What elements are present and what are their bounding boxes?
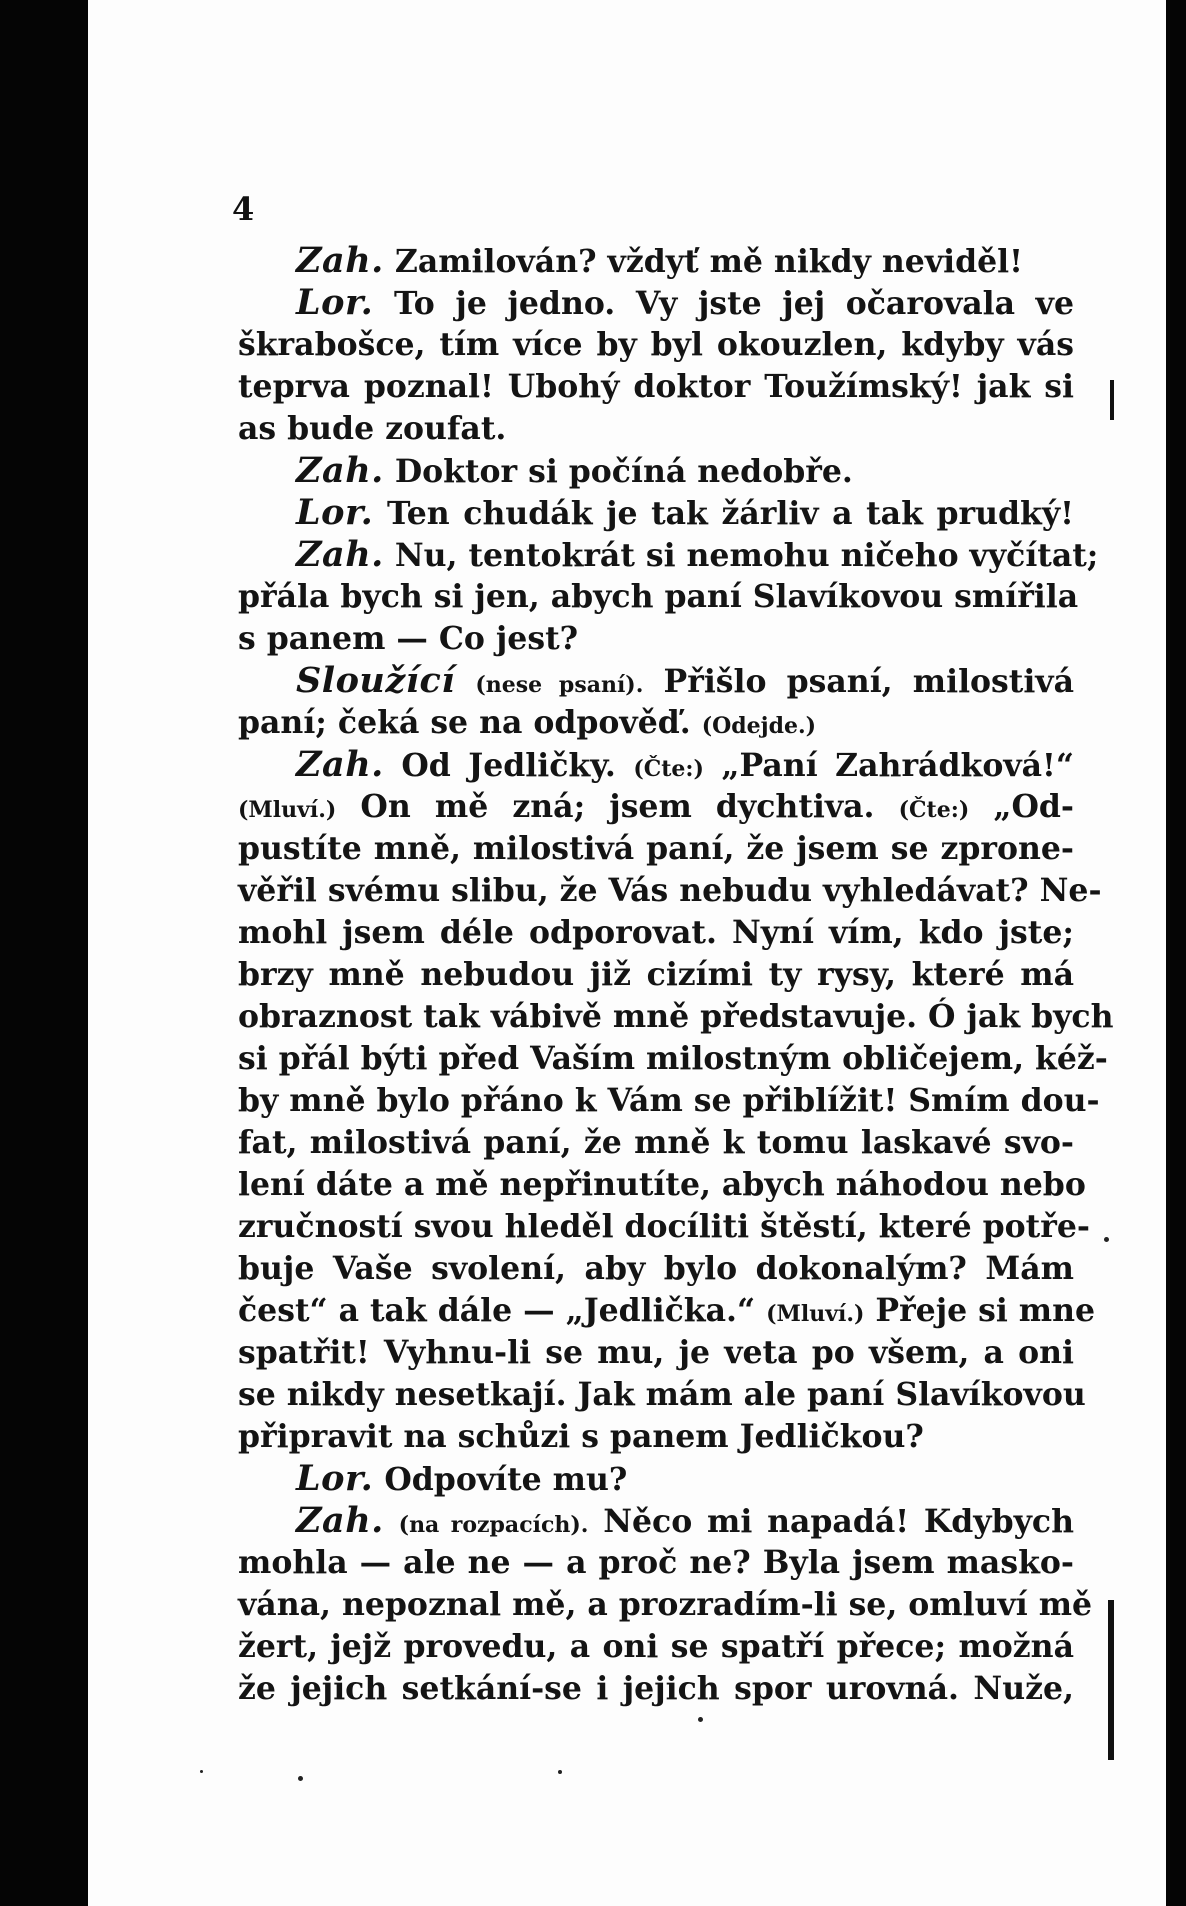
speaker-name: Zah. [296, 744, 384, 785]
text-line [238, 408, 1074, 450]
dialogue-text: lení dáte a mě nepřinutíte, abych náhodou nebo [238, 1166, 1086, 1203]
dialogue-text [384, 1503, 399, 1540]
text-line [238, 324, 1074, 366]
text-line [238, 828, 1074, 870]
text-line [238, 786, 1074, 828]
dialogue-text: Zamilován? vždyť mě nikdy neviděl! [383, 243, 1023, 280]
dialogue-text: čest“ a tak dále — „Jedlička.“ [238, 1292, 767, 1329]
dialogue-text: že jejich setkání-se i jejich spor urovná. Nuže, [238, 1670, 1074, 1707]
dialogue-text: spatřit! Vyhnu-li se mu, je veta po všem, a oni [238, 1334, 1074, 1371]
dialogue-text: teprva poznal! Ubohý doktor Toužímský! jak si [238, 368, 1074, 405]
dialogue-text: To je jedno. Vy jste jej očarovala ve [373, 285, 1074, 322]
stage-direction: (na rozpacích). [398, 1512, 589, 1538]
dialogue-text: brzy mně nebudou již cizími ty rysy, které má [238, 956, 1074, 993]
text-line [238, 744, 1074, 786]
dialogue-text [455, 663, 475, 700]
stage-direction: (Čte:) [898, 797, 970, 823]
text-line [238, 366, 1074, 408]
scan-edge-mark [1110, 380, 1114, 420]
stage-direction: (Mluví.) [238, 797, 337, 823]
dialogue-text: On mě zná; jsem dychtiva. [336, 788, 899, 825]
dialogue-text: mohla — ale ne — a proč ne? Byla jsem masko- [238, 1544, 1074, 1581]
dialogue-text: mohl jsem déle odporovat. Nyní vím, kdo jste; [238, 914, 1074, 951]
dialogue-text: buje Vaše svolení, aby bylo dokonalým? Mám [238, 1250, 1074, 1287]
page-text [238, 240, 1114, 1710]
speaker-name: Zah. [296, 534, 384, 575]
dialogue-text: připravit na schůzi s panem Jedličkou? [238, 1418, 924, 1455]
text-line [238, 450, 1074, 492]
text-line [238, 492, 1074, 534]
text-line [238, 1122, 1074, 1164]
dialogue-text: „Od- [969, 788, 1074, 825]
text-line [238, 954, 1074, 996]
scan-edge-mark [1108, 1600, 1114, 1760]
dialogue-text: Přišlo psaní, milostivá [643, 663, 1075, 700]
scan-speck [1104, 1237, 1109, 1242]
dialogue-text: se nikdy nesetkají. Jak mám ale paní Slavíkovou [238, 1376, 1086, 1413]
text-line [238, 618, 1074, 660]
dialogue-text: s panem — Co jest? [238, 620, 579, 657]
text-line [238, 870, 1102, 912]
speaker-name: Zah. [296, 1500, 384, 1541]
text-line [238, 702, 1074, 744]
text-line [238, 1080, 1100, 1122]
scan-speck [200, 1770, 203, 1773]
dialogue-text: by mně bylo přáno k Vám se přiblížit! Smím dou- [238, 1082, 1100, 1119]
dialogue-text: as bude zoufat. [238, 410, 507, 447]
dialogue-text: Doktor si počíná nedobře. [383, 453, 853, 490]
text-line [238, 1206, 1090, 1248]
dialogue-text: Něco mi napadá! Kdybych [588, 1503, 1074, 1540]
dialogue-text: věřil svému slibu, že Vás nebudu vyhledávat? Ne- [238, 872, 1102, 909]
dialogue-text: paní; čeká se na odpověď. [238, 704, 702, 741]
speaker-name: Lor. [296, 282, 374, 323]
dialogue-text: vána, nepoznal mě, a prozradím-li se, omluví mě [238, 1586, 1093, 1623]
scan-speck [298, 1776, 303, 1781]
dialogue-text: Od Jedličky. [383, 747, 634, 784]
scan-left-border [0, 0, 88, 1906]
speaker-name: Sloužící [296, 660, 456, 701]
dialogue-text: škrabošce, tím více by byl okouzlen, kdyby vás [238, 326, 1074, 363]
text-line [238, 1332, 1074, 1374]
text-line [238, 576, 1079, 618]
speaker-name: Zah. [296, 450, 384, 491]
page-number: 4 [232, 190, 255, 228]
text-line [238, 912, 1074, 954]
text-line [238, 996, 1114, 1038]
stage-direction: (nese psaní). [475, 672, 644, 698]
text-line [238, 1038, 1108, 1080]
dialogue-text: pustíte mně, milostivá paní, že jsem se zprone- [238, 830, 1074, 867]
stage-direction: (Čte:) [633, 756, 704, 782]
dialogue-text: zručností svou hleděl docíliti štěstí, které potře- [238, 1208, 1090, 1245]
text-line [238, 1164, 1086, 1206]
text-line [238, 1584, 1093, 1626]
stage-direction: (Mluví.) [766, 1301, 865, 1327]
text-line [238, 1374, 1086, 1416]
dialogue-text: si přál býti před Vaším milostným obličejem, kéž- [238, 1040, 1108, 1077]
dialogue-text: obraznost tak vábivě mně představuje. Ó jak bych [238, 998, 1114, 1035]
dialogue-text: Odpovíte mu? [373, 1461, 628, 1498]
dialogue-text: přála bych si jen, abych paní Slavíkovou smířila [238, 578, 1079, 615]
text-line [238, 534, 1099, 576]
dialogue-text: Ten chudák je tak žárliv a tak prudký! [373, 495, 1074, 532]
speaker-name: Zah. [296, 240, 384, 281]
text-line [238, 1248, 1074, 1290]
text-line [238, 660, 1074, 702]
text-line [238, 1458, 1074, 1500]
text-line [238, 1626, 1074, 1668]
scan-speck [698, 1717, 703, 1722]
dialogue-text: „Paní Zahrádková!“ [703, 747, 1074, 784]
text-line [238, 240, 1074, 282]
text-line [238, 1500, 1074, 1542]
text-line [238, 1668, 1074, 1710]
dialogue-text: Přeje si mne [864, 1292, 1096, 1329]
dialogue-text: fat, milostivá paní, že mně k tomu laskavé svo- [238, 1124, 1074, 1161]
stage-direction: (Odejde.) [701, 713, 817, 739]
speaker-name: Lor. [296, 1458, 374, 1499]
scan-right-border [1166, 0, 1186, 1906]
speaker-name: Lor. [296, 492, 374, 533]
text-line [238, 282, 1074, 324]
text-line [238, 1542, 1074, 1584]
dialogue-text: žert, jejž provedu, a oni se spatří přece; možná [238, 1628, 1074, 1665]
text-line [238, 1416, 1074, 1458]
scan-speck [558, 1770, 562, 1774]
text-line [238, 1290, 1096, 1332]
dialogue-text: Nu, tentokrát si nemohu ničeho vyčítat; [383, 537, 1099, 574]
